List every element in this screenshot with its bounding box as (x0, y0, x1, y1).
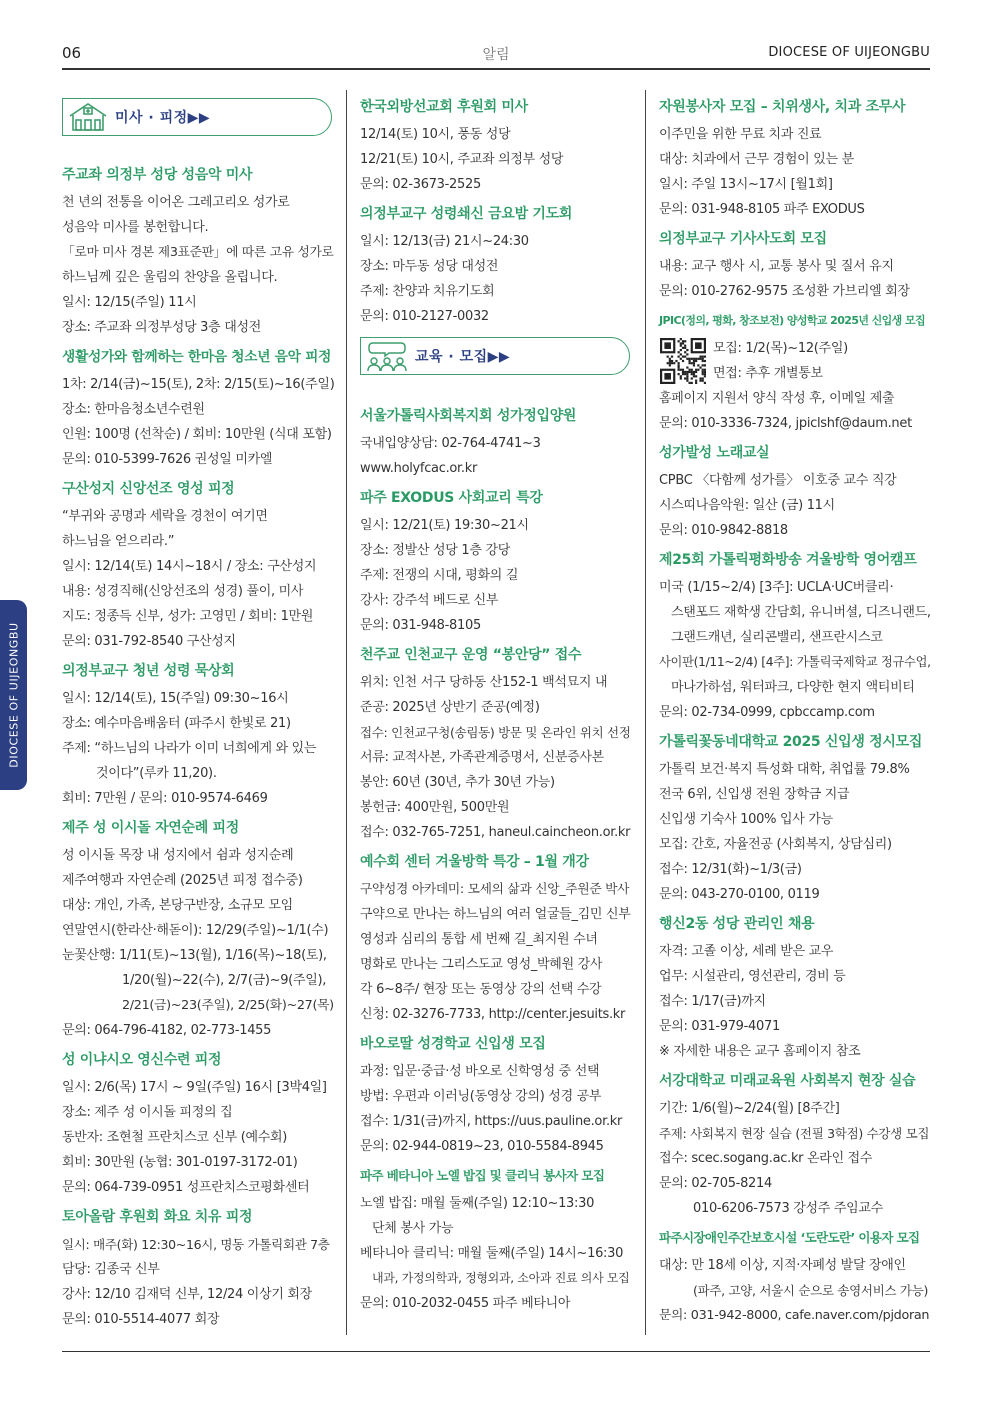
notice-line: 신청: 02-3276-7733, http://center.jesuits.kr (360, 1007, 626, 1022)
notice-line: 각 6~8주/ 현장 또는 동영상 강의 선택 수강 (360, 982, 602, 997)
notice-line: 장소: 한마음청소년수련원 (62, 402, 205, 417)
notice-line: 동반자: 조현철 프란치스코 신부 (예수회) (62, 1130, 288, 1145)
notice-title: 바오로딸 성경학교 신입생 모집 (360, 1036, 546, 1052)
notice-line: 일시: 12/15(주일) 11시 (62, 295, 197, 310)
notice-line: www.holyfcac.or.kr (360, 461, 478, 476)
notice-line: 장소: 마두동 성당 대성전 (360, 259, 499, 274)
notice-title: 천주교 인천교구 운영 “봉안당” 접수 (360, 647, 582, 663)
notice-item (659, 733, 931, 907)
notice-line: 국내입양상담: 02-764-4741~3 (360, 436, 541, 451)
notice-line: 강사: 12/10 김재덕 신부, 12/24 이상기 회장 (62, 1287, 312, 1302)
notice-title: 자원봉사자 모집 – 치위생사, 치과 조무사 (659, 99, 906, 115)
notice-title: 주교좌 의정부 성당 성음악 미사 (62, 167, 253, 183)
notice-line: 주제: 전쟁의 시대, 평화의 길 (360, 568, 519, 583)
publication-title: DIOCESE OF UIJEONGBU (768, 45, 930, 60)
notice-item (360, 407, 632, 481)
notice-line: 접수: 1/17(금)까지 (659, 994, 766, 1009)
notice-item (62, 1208, 334, 1332)
notice-line: 하느님을 얻으리라.” (62, 534, 175, 549)
notice-line: 명화로 만나는 그리스도교 영성_박혜원 강사 (360, 957, 603, 972)
notice-line: 면접: 추후 개별통보 (713, 366, 823, 381)
notice-item (659, 551, 931, 725)
notice-item (659, 98, 931, 222)
notice-title: 성가발성 노래교실 (659, 445, 770, 461)
footer-divider (62, 1351, 930, 1352)
notice-line: 일시: 2/6(목) 17시 ~ 9일(주일) 16시 [3박4일] (62, 1080, 327, 1095)
notice-line: 방법: 우편과 이러닝(동영상 강의) 성경 공부 (360, 1089, 602, 1104)
notice-line: 문의: 010-2127-0032 (360, 309, 489, 324)
notice-line: 지도: 정종득 신부, 성가: 고영민 / 회비: 1만원 (62, 609, 314, 624)
notice-line: 베타니아 클리닉: 매월 둘째(주일) 14시~16:30 (360, 1246, 624, 1261)
notice-line: 일시: 주일 13시~17시 [월1회] (659, 177, 833, 192)
notice-line: 구약성경 아카데미: 모세의 삶과 신앙_주원준 박사 (360, 882, 630, 897)
notice-item (360, 853, 632, 1027)
column-recruitment (659, 90, 931, 1328)
notice-line: 시스띠나음악원: 일산 (금) 11시 (659, 498, 835, 513)
notice-line: 것이다”(루카 11,20). (96, 766, 217, 781)
category-header-mass (62, 98, 332, 136)
notice-line: 홈페이지 지원서 양식 작성 후, 이메일 제출 (659, 391, 895, 406)
notice-line: 「로마 미사 경본 제3표준판」에 따른 고유 성가로 (62, 245, 334, 260)
notice-line: 내용: 교구 행사 시, 교통 봉사 및 질서 유지 (659, 259, 894, 274)
notice-line: 하느님께 깊은 울림의 찬양을 올립니다. (62, 270, 278, 285)
notice-line: 문의: 02-944-0819~23, 010-5584-8945 (360, 1139, 604, 1154)
notice-line: 강사: 강주석 베드로 신부 (360, 593, 499, 608)
notice-line: 노엘 밥집: 매월 둘째(주일) 12:10~13:30 (360, 1196, 595, 1211)
notice-line: 일시: 12/21(토) 19:30~21시 (360, 518, 529, 533)
column-divider (645, 90, 646, 1335)
notice-line: 눈꽃산행: 1/11(토)~13(월), 1/16(목)~18(토), (62, 948, 327, 963)
notice-item (659, 230, 931, 304)
notice-line: 장소: 주교좌 의정부성당 3층 대성전 (62, 320, 261, 335)
notice-line: 문의: 010-3336-7324, jpiclshf@daum.net (659, 416, 912, 431)
column-mass-retreat (62, 90, 334, 1332)
notice-line: 준공: 2025년 상반기 준공(예정) (360, 700, 540, 715)
notice-item (360, 1035, 632, 1159)
notice-item (360, 98, 632, 197)
notice-line: 기간: 1/6(월)~2/24(월) [8주간] (659, 1101, 840, 1116)
notice-line: 자격: 고졸 이상, 세례 받은 교우 (659, 944, 834, 959)
notice-line: 회비: 7만원 / 문의: 010-9574-6469 (62, 791, 268, 806)
notice-title: 파주시장애인주간보호시설 ‘도란도란’ 이용자 모집 (659, 1230, 920, 1245)
notice-line: 일시: 12/14(토), 15(주일) 09:30~16시 (62, 691, 289, 706)
notice-line: 담당: 김종국 신부 (62, 1262, 160, 1277)
notice-line: 모집: 간호, 자율전공 (사회복지, 상담심리) (659, 837, 892, 852)
notice-title: 의정부교구 기사사도회 모집 (659, 231, 827, 247)
notice-item (360, 1167, 632, 1316)
notice-line: 문의: 064-739-0951 성프란치스코평화센터 (62, 1180, 310, 1195)
notice-line: 주제: “하느님의 나라가 이미 너희에게 와 있는 (62, 741, 317, 756)
qr-code-icon (659, 338, 707, 384)
notice-title: 파주 베타니아 노엘 밥집 및 클리닉 봉사자 모집 (360, 1168, 605, 1183)
notice-line: 12/21(토) 10시, 주교좌 의정부 성당 (360, 152, 564, 167)
notice-item (659, 444, 931, 543)
notice-line: 문의: 010-2762-9575 조성환 가브리엘 회장 (659, 284, 910, 299)
notice-line: 내과, 가정의학과, 정형외과, 소아과 진료 의사 모집 (372, 1271, 630, 1285)
notice-item (659, 312, 931, 436)
notice-line: 문의: 010-5399-7626 권성일 미카엘 (62, 452, 273, 467)
notice-line: 그랜드캐년, 실리콘밸리, 샌프란시스코 (671, 630, 883, 645)
notice-line: 장소: 제주 성 이시돌 피정의 집 (62, 1105, 233, 1120)
notice-line: 서류: 교적사본, 가족관계증명서, 신분증사본 (360, 750, 604, 765)
notice-item (659, 915, 931, 1064)
notice-title: 의정부교구 청년 성령 묵상회 (62, 663, 235, 679)
notice-line: 주제: 사회복지 현장 실습 (전필 3학점) 수강생 모집 (659, 1126, 930, 1141)
notice-line: 성 이시돌 목장 내 성지에서 쉼과 성지순례 (62, 848, 294, 863)
notice-line: 봉안: 60년 (30년, 추가 30년 가능) (360, 775, 555, 790)
notice-line: 이주민을 위한 무료 치과 진료 (659, 127, 822, 142)
notice-title: 가톨릭꽃동네대학교 2025 신입생 정시모집 (659, 734, 923, 750)
notice-title: 서강대학교 미래교육원 사회복지 현장 실습 (659, 1073, 916, 1089)
category-label: 미사 · 피정▶▶ (115, 110, 211, 126)
notice-line: 과정: 입문·중급·성 바오로 신학영성 중 선택 (360, 1064, 600, 1079)
notice-line: 사이판(1/11~2/4) [4주]: 가톨릭국제학교 정규수업, (659, 655, 931, 669)
church-icon (67, 102, 109, 132)
notice-line: 문의: 010-2032-0455 파주 베타니아 (360, 1296, 571, 1311)
notice-line: (파주, 고양, 서울시 순으로 송영서비스 가능) (693, 1283, 929, 1298)
notice-title: 행신2동 성당 관리인 채용 (659, 916, 815, 932)
section-title: 알림 (482, 47, 510, 63)
notice-line: 1/20(월)~22(수), 2/7(금)~9(주일), (122, 973, 327, 988)
notice-title: 토아올람 후원회 화요 치유 피정 (62, 1209, 253, 1225)
notice-line: 010-6206-7573 강성주 주임교수 (693, 1201, 883, 1216)
notice-line: 내용: 성경직해(신앙선조의 성경) 풀이, 미사 (62, 584, 304, 599)
notice-line: CPBC 〈다함께 성가를〉 이호중 교수 직강 (659, 473, 897, 488)
notice-line: 회비: 30만원 (농협: 301-0197-3172-01) (62, 1155, 298, 1170)
notice-item (360, 646, 632, 845)
category-header-education (360, 337, 630, 375)
notice-line: 접수: 12/31(화)~1/3(금) (659, 862, 802, 877)
notice-title: 제주 성 이시돌 자연순례 피정 (62, 820, 239, 836)
notice-line: 단체 봉사 가능 (372, 1221, 454, 1236)
notice-line: 접수: 1/31(금)까지, https://uus.pauline.or.kr (360, 1114, 623, 1129)
notice-title: 구산성지 신앙선조 영성 피정 (62, 481, 235, 497)
side-tab-label: DIOCESE OF UIJEONGBU (7, 622, 20, 768)
notice-line: 대상: 치과에서 근무 경험이 있는 분 (659, 152, 854, 167)
page-number: 06 (62, 44, 82, 62)
notice-line: 영성과 심리의 통합 세 번째 길_최지원 수녀 (360, 932, 598, 947)
notice-line: 일시: 12/14(토) 14시~18시 / 장소: 구산성지 (62, 559, 317, 574)
page-header (62, 44, 930, 68)
notice-line: 신입생 기숙사 100% 입사 가능 (659, 812, 833, 827)
notice-title: 의정부교구 성령쇄신 금요밤 기도회 (360, 206, 573, 222)
column-divider (346, 90, 347, 1335)
notice-line: 인원: 100명 (선착순) / 회비: 10만원 (식대 포함) (62, 427, 332, 442)
notice-line: 마나가하섬, 워터파크, 다양한 현지 액티비티 (671, 680, 915, 695)
notice-line: 제주여행과 자연순례 (2025년 피정 접수중) (62, 873, 303, 888)
notice-line: 문의: 031-948-8105 파주 EXODUS (659, 202, 865, 217)
notice-line: 문의: 02-734-0999, cpbccamp.com (659, 705, 875, 720)
notice-line: 구약으로 만나는 하느님의 여러 얼굴들_김민 신부 (360, 907, 631, 922)
notice-line: 업무: 시설관리, 영선관리, 경비 등 (659, 969, 846, 984)
notice-line: 문의: 031-942-8000, cafe.naver.com/pjdoran (659, 1308, 930, 1323)
notice-title: 생활성가와 함께하는 한마음 청소년 음악 피정 (62, 349, 332, 365)
qr-block (659, 336, 931, 386)
notice-line: 12/14(토) 10시, 풍동 성당 (360, 127, 511, 142)
notice-item (659, 1229, 931, 1328)
notice-line: 장소: 예수마음배움터 (파주시 한빛로 21) (62, 716, 291, 731)
notice-line: 문의: 010-5514-4077 회장 (62, 1312, 220, 1327)
notice-line: 가톨릭 보건·복지 특성화 대학, 취업률 79.8% (659, 762, 910, 777)
notice-line: 모집: 1/2(목)~12(주일) (713, 341, 848, 356)
notice-line: 일시: 12/13(금) 21시~24:30 (360, 234, 529, 249)
notice-line: 전국 6위, 신입생 전원 장학금 지급 (659, 787, 850, 802)
notice-line: 대상: 개인, 가족, 본당구반장, 소규모 모임 (62, 898, 293, 913)
notice-line: 천 년의 전통을 이어온 그레고리오 성가로 (62, 195, 290, 210)
notice-line: 위치: 인천 서구 당하동 산152-1 백석묘지 내 (360, 675, 608, 690)
notice-line: 연말연시(한라산·해돋이): 12/29(주일)~1/1(수) (62, 923, 329, 938)
notice-line: 봉헌금: 400만원, 500만원 (360, 800, 510, 815)
notice-line: 문의: 031-792-8540 구산성지 (62, 634, 236, 649)
notice-item (62, 348, 334, 472)
notice-line: 2/21(금)~23(주일), 2/25(화)~27(목) (122, 998, 334, 1013)
notice-item (62, 819, 334, 1043)
notice-title: 제25회 가톨릭평화방송 겨울방학 영어캠프 (659, 552, 917, 568)
notice-line: 문의: 031-979-4071 (659, 1019, 780, 1034)
notice-item (62, 166, 334, 340)
notice-line: 문의: 043-270-0100, 0119 (659, 887, 820, 902)
notice-line: 장소: 정발산 성당 1층 강당 (360, 543, 510, 558)
notice-item (659, 1072, 931, 1221)
notice-title: 한국외방선교회 후원회 미사 (360, 99, 528, 115)
notice-line: 문의: 031-948-8105 (360, 618, 481, 633)
notice-line: 문의: 02-3673-2525 (360, 177, 481, 192)
notice-line: 주제: 찬양과 치유기도회 (360, 284, 495, 299)
notice-line: 성음악 미사를 봉헌합니다. (62, 220, 209, 235)
category-label: 교육 · 모집▶▶ (415, 349, 511, 365)
notice-line: 문의: 02-705-8214 (659, 1176, 772, 1191)
notice-line: 미국 (1/15~2/4) [3주]: UCLA·UC버클리· (659, 580, 894, 595)
notice-line: 일시: 매주(화) 12:30~16시, 명동 가톨릭회관 7층 (62, 1237, 330, 1252)
notice-title: 예수회 센터 겨울방학 특강 – 1월 개강 (360, 854, 589, 870)
header-divider (62, 68, 930, 70)
notice-line: 대상: 만 18세 이상, 지적·자폐성 발달 장애인 (659, 1258, 906, 1273)
notice-line: “부귀와 공명과 세락을 경천이 여기면 (62, 509, 268, 524)
column-education-recruit (360, 90, 632, 1316)
notice-item (62, 662, 334, 811)
notice-title: 성 이냐시오 영신수련 피정 (62, 1052, 222, 1068)
notice-item (360, 205, 632, 329)
notice-line: 1차: 2/14(금)~15(토), 2차: 2/15(토)~16(주일) (62, 377, 335, 392)
notice-line: 문의: 064-796-4182, 02-773-1455 (62, 1023, 272, 1038)
notice-line: 접수: scec.sogang.ac.kr 온라인 접수 (659, 1151, 873, 1166)
people-meeting-icon (365, 340, 409, 372)
notice-line: 문의: 010-9842-8818 (659, 523, 788, 538)
notice-line: 접수: 인천교구청(송림동) 방문 및 온라인 위치 선정 (360, 725, 631, 740)
notice-item (360, 489, 632, 638)
notice-line: 스탠포드 재학생 간담회, 유니버셜, 디즈니랜드, (671, 605, 931, 620)
notice-title: JPIC(정의, 평화, 창조보전) 양성학교 2025년 신입생 모집 (659, 314, 925, 327)
notice-item (62, 480, 334, 654)
notice-line: ※ 자세한 내용은 교구 홈페이지 참조 (659, 1044, 861, 1059)
notice-item (62, 1051, 334, 1200)
side-tab (0, 600, 27, 790)
notice-line: 접수: 032-765-7251, haneul.caincheon.or.kr (360, 825, 631, 840)
notice-title: 파주 EXODUS 사회교리 특강 (360, 490, 543, 506)
notice-title: 서울가톨릭사회복지회 성가정입양원 (360, 408, 577, 424)
